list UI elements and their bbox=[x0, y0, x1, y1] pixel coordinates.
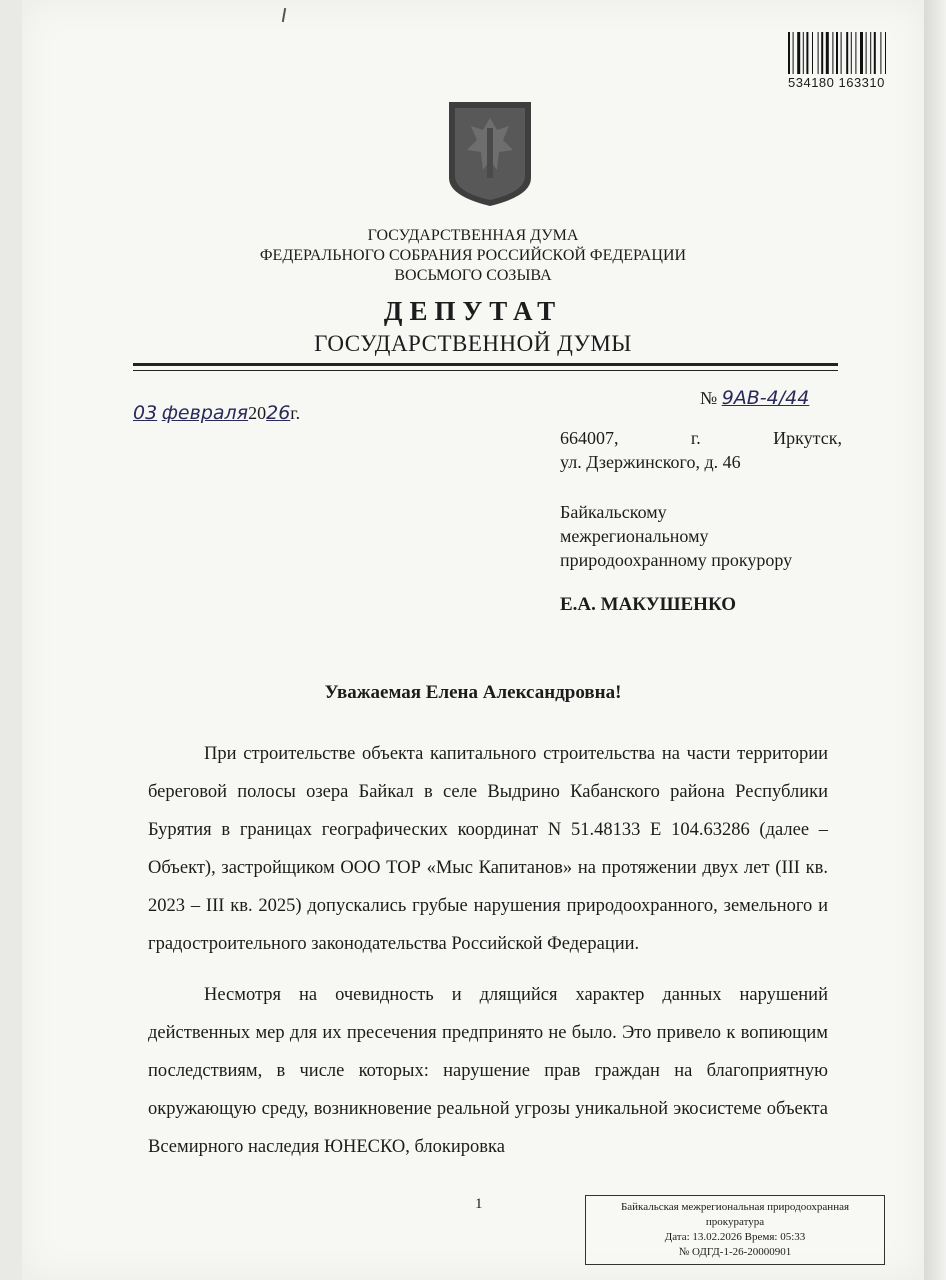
address-line1 bbox=[560, 426, 842, 450]
recipient-block bbox=[560, 500, 842, 572]
org-name-line2: ФЕДЕРАЛЬНОГО СОБРАНИЯ РОССИЙСКОЙ ФЕДЕРАЦИИ bbox=[259, 247, 687, 264]
registration-stamp bbox=[585, 1195, 885, 1265]
coat-of-arms-emblem bbox=[447, 100, 533, 208]
date-day: 03 bbox=[133, 402, 158, 424]
stamp-line2: прокуратура bbox=[705, 1216, 765, 1228]
letter-date bbox=[133, 402, 300, 424]
stamp-line1: Байкальская межрегиональная природоохранная bbox=[620, 1201, 850, 1213]
recipient-line1: Байкальскому bbox=[560, 502, 667, 522]
barcode-number: 534180 163310 bbox=[788, 75, 885, 90]
document-subtitle: ГОСУДАРСТВЕННОЙ ДУМЫ bbox=[314, 331, 632, 356]
header-rule-thin bbox=[133, 370, 838, 371]
stamp-line4: № ОДГД-1-26-20000901 bbox=[678, 1246, 792, 1258]
salutation: Уважаемая Елена Александровна! bbox=[324, 682, 622, 703]
date-suffix: г. bbox=[290, 403, 301, 423]
page-number: 1 bbox=[475, 1196, 483, 1212]
letter-body bbox=[148, 735, 828, 1179]
address-city: Иркутск, bbox=[773, 428, 842, 448]
address-city-prefix: г. bbox=[690, 428, 701, 448]
registration-number bbox=[700, 387, 809, 409]
recipient-line2: межрегиональному bbox=[560, 526, 709, 546]
address-street: ул. Дзержинского, д. 46 bbox=[560, 452, 741, 472]
date-month: февраля bbox=[161, 402, 249, 424]
body-paragraph: При строительстве объекта капитального строительства на части территории береговой полосы озера Байкал в селе Выдрино Кабанского района Республики Бурятия в границах географических координат N 51.48133 E 104.63286 (далее – Объект), застройщиком ООО ТОР «Мыс Капитанов» на протяжении двух лет (III кв. 2023 – III кв. 2025) допускались грубые нарушения природоохранного, земельного и градостроительного законодательства Российской Федерации. bbox=[148, 744, 828, 954]
header-rule-thick bbox=[133, 363, 838, 366]
barcode bbox=[788, 32, 908, 78]
stamp-line3: Дата: 13.02.2026 Время: 05:33 bbox=[664, 1231, 806, 1243]
org-name-line1: ГОСУДАРСТВЕННАЯ ДУМА bbox=[367, 227, 579, 244]
body-paragraph: Несмотря на очевидность и длящийся характер данных нарушений действенных мер для их пресечения предпринято не было. Это привело к вопиющим последствиям, в числе которых: нарушение прав граждан на благоприятную окружающую среду, возникновение реальной угрозы уникальной экосистеме объекта Всемирного наследия ЮНЕСКО, блокировка bbox=[148, 985, 828, 1157]
recipient-line3: природоохранному прокурору bbox=[560, 550, 793, 570]
document-title: ДЕПУТАТ bbox=[383, 296, 563, 326]
date-year-prefix: 20 bbox=[248, 403, 267, 423]
recipient-name: Е.А. МАКУШЕНКО bbox=[560, 594, 737, 615]
page-edge-shadow bbox=[924, 0, 946, 1280]
org-name-line3: ВОСЬМОГО СОЗЫВА bbox=[394, 267, 552, 284]
reg-number-value: 9АВ-4/44 bbox=[721, 387, 810, 409]
reg-number-prefix: № bbox=[700, 388, 718, 408]
address-postcode: 664007, bbox=[560, 428, 619, 448]
date-year-suffix: 26 bbox=[266, 402, 291, 424]
